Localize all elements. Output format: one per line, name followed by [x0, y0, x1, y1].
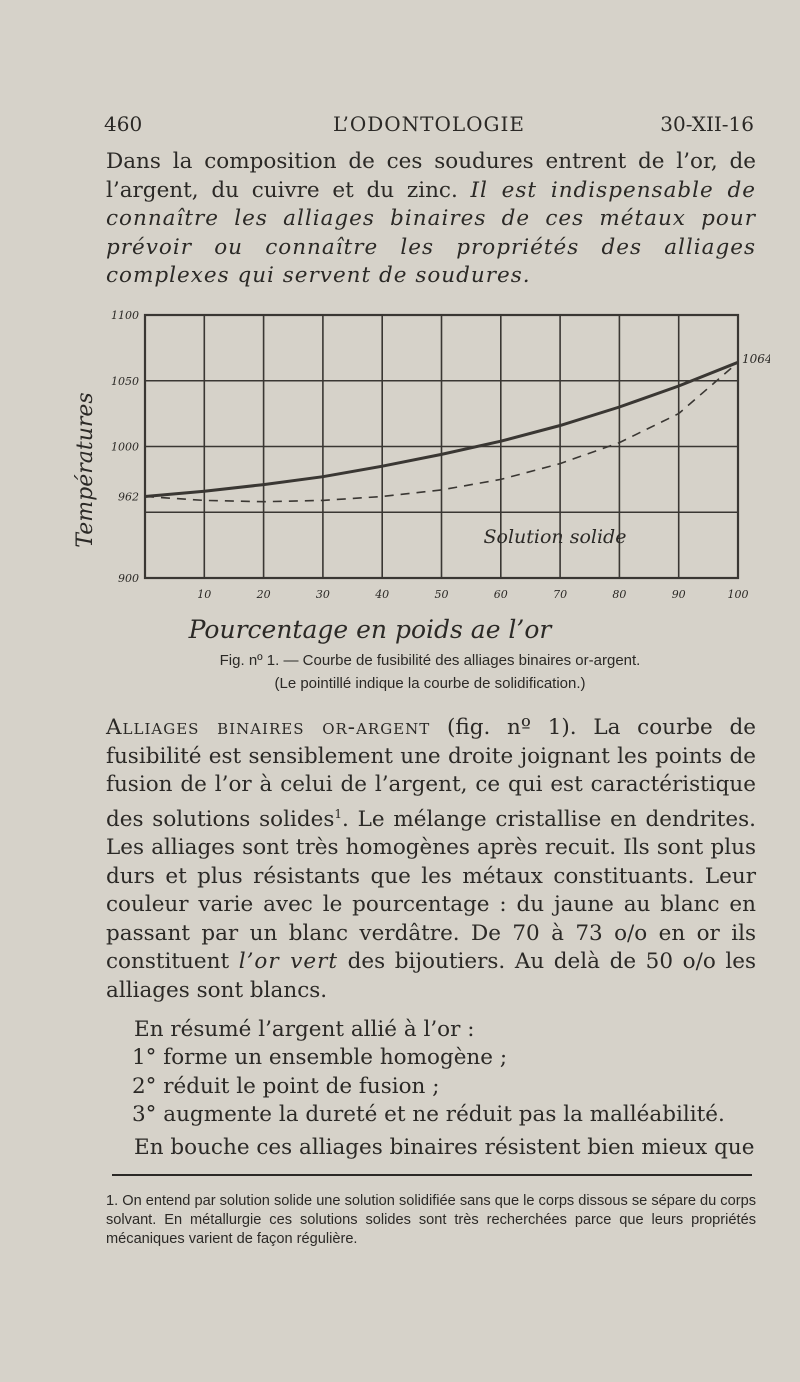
- closing-line: En bouche ces alliages binaires résistent bien mieux que: [134, 1135, 755, 1160]
- list-item: 3° augmente la dureté et ne réduit pas la malléabilité.: [132, 1102, 725, 1127]
- section-paragraph: [106, 714, 756, 1005]
- section-text-1: La courbe de fusibilité est sensiblement une droite joignant les points de fusion de l’or à celui de l’argent, ce qui est caractéristique des solutions solides: [106, 715, 756, 832]
- y-tick-label: 1100: [111, 309, 139, 322]
- footnote: 1. On entend par solution solide une solution solidifiée sans que le corps dissous se sépare du corps solvant. En métallurgie ces solutions solides sont très recherchées parce que leurs propriétés mécaniques varient de façon régulière.: [106, 1193, 756, 1247]
- footnote-rule: [112, 1174, 752, 1176]
- intro-text: Dans la composition de ces soudures entrent de l’or, de l’argent, du cuivre et du zinc.: [106, 149, 756, 203]
- page-number: 460: [104, 112, 143, 136]
- summary-list: [132, 1044, 752, 1130]
- x-tick-label: 80: [612, 588, 627, 601]
- x-tick-label: 10: [197, 588, 212, 601]
- x-tick-label: 50: [434, 588, 449, 601]
- figure-reference: (fig. nº 1).: [430, 715, 594, 740]
- section-text-3: des bijoutiers. Au delà de 50 o/o les alliages sont blancs.: [106, 949, 756, 1003]
- section-heading: Alliages binaires or-argent: [106, 715, 431, 740]
- figure-caption: Fig. nº 1. — Courbe de fusibilité des alliages binaires or-argent.: [219, 652, 641, 669]
- x-tick-label: 70: [553, 588, 568, 601]
- chart-grid: [145, 315, 738, 578]
- section-text-2: . Le mélange cristallise en dendrites. Les alliages sont très homogènes après recuit. Ils sont plus durs et plus résistants que les métaux constituants. Leur couleur varie avec le pourcentage : du jaune au blanc en passant par un blanc verdâtre. De 70 à 73 o/o en or ils constituent: [106, 806, 756, 975]
- list-item: 1° forme un ensemble homogène ;: [132, 1045, 508, 1070]
- x-tick-label: 60: [493, 588, 508, 601]
- x-tick-label: 40: [375, 588, 390, 601]
- intro-italic: Il est indispensable de connaître les alliages binaires de ces métaux pour prévoir ou connaître les propriétés des alliages complexes qui servent de soudures.: [106, 177, 756, 288]
- y-tick-label: 900: [118, 572, 139, 585]
- issue-date: 30-XII-16: [660, 112, 754, 136]
- x-tick-label: 30: [315, 588, 330, 601]
- x-tick-label: 90: [671, 588, 686, 601]
- y-tick-label: 962: [118, 490, 139, 504]
- endpoint-label: 1064: [742, 352, 770, 366]
- x-tick-label: 100: [727, 588, 749, 601]
- chart-svg: [50, 300, 770, 660]
- list-item: 2° réduit le point de fusion ;: [132, 1073, 440, 1099]
- footnote-mark: 1: [334, 806, 343, 821]
- or-vert-italic: l’or vert: [238, 949, 339, 975]
- solution-solide-annotation: Solution solide: [483, 526, 627, 548]
- y-tick-label: 1050: [111, 374, 139, 388]
- intro-paragraph: [106, 148, 756, 291]
- y-axis-label: Températures: [73, 392, 98, 548]
- fusibility-chart: [50, 300, 770, 660]
- x-axis-label: Pourcentage en poids ae l’or: [188, 615, 552, 644]
- y-tick-label: 1000: [111, 440, 139, 454]
- figure-caption-note: (Le pointillé indique la courbe de solidification.): [274, 675, 586, 692]
- summary-intro: En résumé l’argent allié à l’or :: [134, 1017, 475, 1042]
- running-title: L’ODONTOLOGIE: [332, 112, 526, 136]
- running-header: [104, 112, 754, 142]
- x-tick-label: 20: [256, 588, 271, 601]
- chart-ticks: [111, 309, 749, 601]
